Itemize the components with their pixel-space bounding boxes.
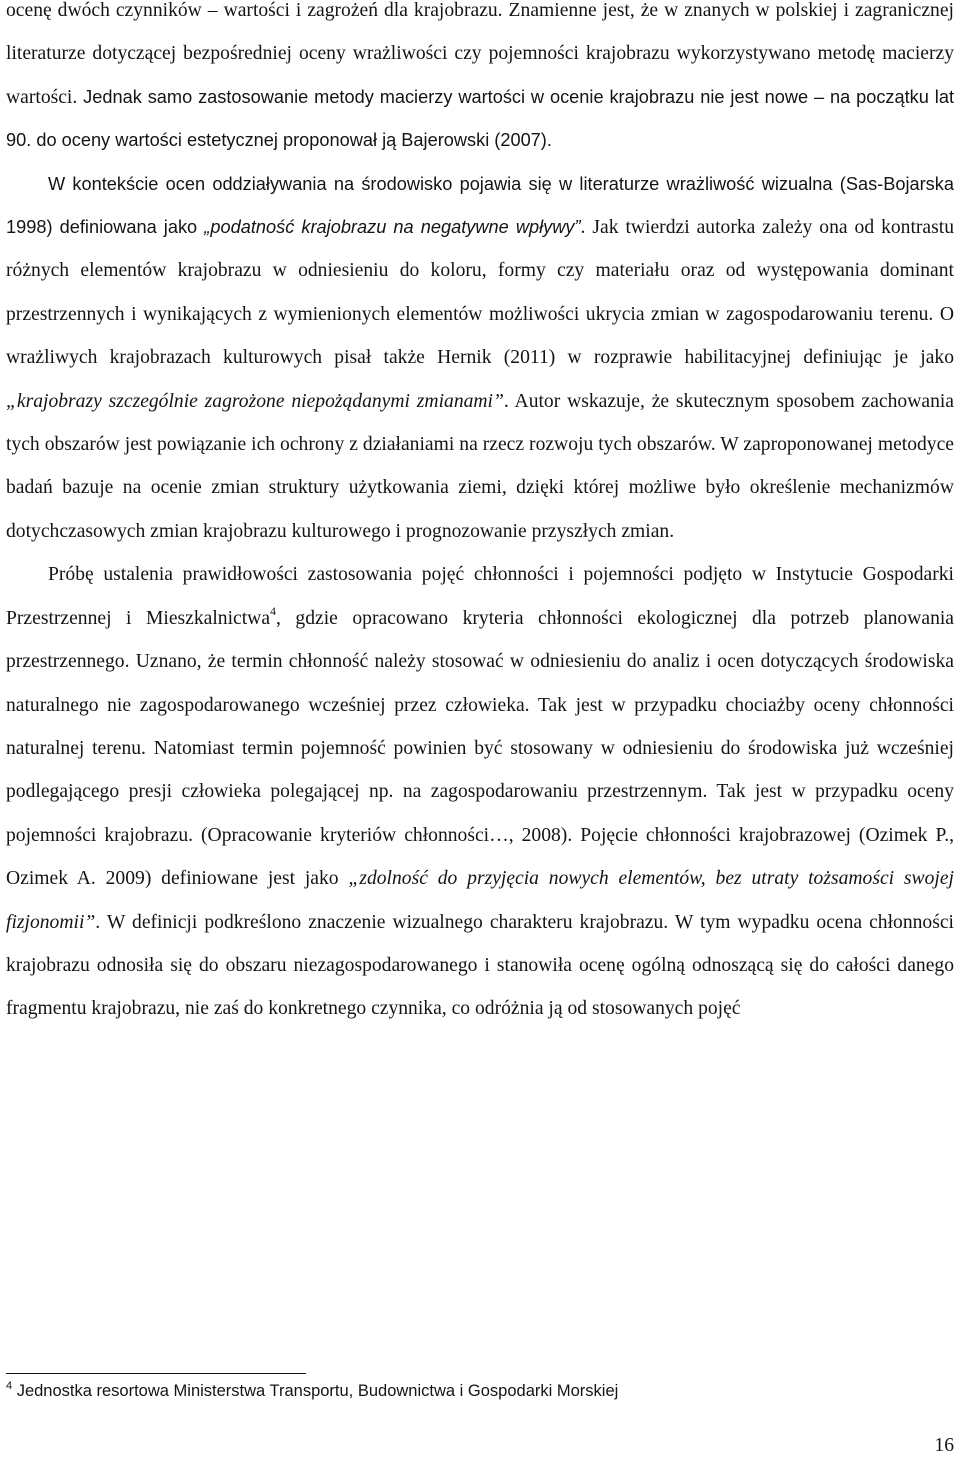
paragraph-1-text-b: Jednak samo zastosowanie metody macierzy wartości w ocenie krajobrazu nie jest nowe – na początku lat 90. do oceny wartości estetycznej proponował ją Bajerowski (2007). — [6, 86, 954, 151]
paragraph-3-quote: „zdolność do przyjęcia nowych elementów, bez utraty tożsamości swojej fizjonomii” — [6, 868, 954, 933]
page-number: 16 — [934, 1435, 954, 1456]
paragraph-1-text-a: ocenę dwóch czynników – wartości i zagrożeń dla krajobrazu. Znamienne jest, że w znanych w polskiej i zagranicznej literaturze dotyczącej bezpośredniej oceny wrażliwości czy pojemności krajobrazu wykorzystywano metodę macierzy wartości. — [6, 0, 954, 108]
paragraph-2-text-c: O wrażliwych krajobrazach kulturowych pisał także Hernik (2011) w rozprawie habilitacyjnej definiując je jako — [6, 303, 954, 369]
paragraph-2 — [6, 163, 954, 554]
paragraph-2-quote-2: „krajobrazy szczególnie zagrożone niepożądanymi zmianami” — [6, 390, 504, 412]
footnote-separator — [6, 1373, 306, 1374]
paragraph-2-text-d: . Autor wskazuje, że skutecznym sposobem zachowania tych obszarów jest powiązanie ich ochrony z działaniami na rzecz rozwoju tych obszarów. W zaproponowanej metodyce badań bazuje na ocenie zmian struktury użytkowania ziemi, dzięki której możliwe było określenie mechanizmów dotychczasowych zmian krajobrazu kulturowego i prognozowanie przyszłych zmian. — [6, 390, 955, 542]
paragraph-1 — [6, 0, 954, 163]
document-page — [6, 0, 954, 1031]
footnote — [6, 1380, 936, 1402]
paragraph-3-text-d: Pojęcie chłonności krajobrazowej (Ozimek P., Ozimek A. 2009) definiowane jest jako — [6, 824, 955, 890]
footnote-text: Jednostka resortowa Ministerstwa Transportu, Budownictwa i Gospodarki Morskiej — [12, 1382, 619, 1400]
paragraph-3-text-a: Próbę ustalenia prawidłowości zastosowania pojęć chłonności i pojemności podjęto w Instytucie Gospodarki Przestrzennej i Mieszkalnictwa — [6, 564, 954, 629]
paragraph-2-quote: „podatność krajobrazu na negatywne wpływy” — [204, 217, 581, 238]
paragraph-2-text-a: W kontekście ocen oddziaływania na środowisko pojawia się w literaturze wrażliwość wizualna (Sas-Bojarska 1998) definiowana jako — [6, 173, 954, 238]
paragraph-3 — [6, 553, 954, 1030]
footnote-reference[interactable]: 4 — [270, 603, 277, 618]
paragraph-2-text-b: . Jak twierdzi autorka zależy ona od kontrastu różnych elementów krajobrazu w odniesieniu do koloru, formy czy materiału oraz od występowania dominant przestrzennych i wynikających z wymienionych elementów możliwości ukrycia zmian w zagospodarowaniu terenu. — [6, 217, 954, 325]
footnote-number: 4 — [6, 1380, 13, 1392]
paragraph-3-text-c: Uznano, że termin chłonność należy stosować w odniesieniu do analiz i ocen dotyczących środowiska naturalnego nie zagospodarowanego wcześniej przez człowieka. Tak jest w przypadku chociażby oceny chłonności naturalnej terenu. Natomiast termin pojemność powinien być stosowany w odniesieniu do środowiska już wcześniej podlegającego presji człowieka polegającej np. na zagospodarowaniu przestrzennym. Tak jest w przypadku oceny pojemności krajobrazu. (Opracowanie kryteriów chłonności…, 2008). — [6, 651, 954, 846]
paragraph-3-text-b: , gdzie opracowano kryteria chłonności ekologicznej dla potrzeb planowania przestrzennego. — [6, 607, 955, 673]
paragraph-3-text-e: . W definicji podkreślono znaczenie wizualnego charakteru krajobrazu. W tym wypadku ocena chłonności krajobrazu odnosiła się do obszaru niezagospodarowanego i stanowiła ocenę ogólną odnoszącą się do całości danego fragmentu krajobrazu, nie zaś do konkretnego czynnika, co odróżnia ją od stosowanych pojęć — [6, 911, 954, 1020]
